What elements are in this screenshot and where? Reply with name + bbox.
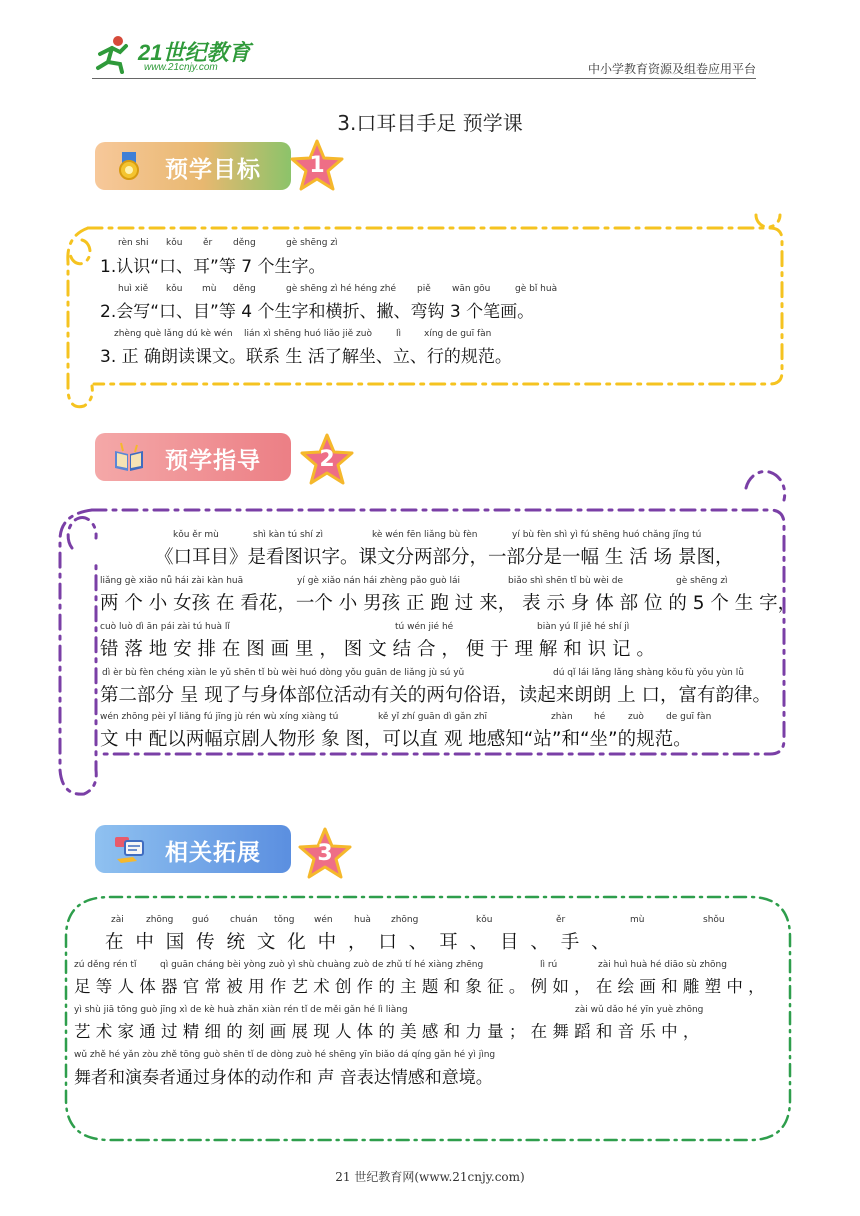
pinyin: wén (314, 915, 333, 925)
pinyin: zài (111, 915, 124, 925)
pinyin: wǔ zhě hé yǎn zòu zhě tōng guò shēn tǐ de dòng zuò hé shēng yīn biǎo dá qíng gǎn hé yì jìng (74, 1050, 496, 1060)
book-icon (113, 441, 145, 473)
presentation-icon (113, 833, 145, 865)
pinyin: wén zhōng pèi yǐ liǎng fú jīng jù rén wù xíng xiàng tú (100, 712, 339, 722)
section-title: 预学目标 (165, 157, 261, 183)
medal-icon (113, 150, 145, 182)
pinyin: yí gè xiǎo nán hái zhèng pǎo guò lái (297, 576, 461, 586)
pinyin: huì xiě (118, 284, 149, 294)
page-title: 3.口耳目手足 预学课 (337, 111, 523, 135)
section-number-star (289, 138, 345, 194)
expand-line: 舞者和演奏者通过身体的动作和 声 音表达情感和意境。 (74, 1068, 493, 1088)
goal-line: 1.认识“口、耳”等 7 个生字。 (100, 257, 326, 277)
pinyin: děng (233, 238, 256, 248)
pinyin: shǒu (703, 915, 725, 925)
header-divider (92, 78, 756, 79)
guide-line: 两 个 小 女孩 在 看花，一个 小 男孩 正 跑 过 来， 表 示 身 体 部 位 的 5 个 生 字， (100, 593, 797, 614)
pinyin: lì rú (540, 960, 558, 970)
pinyin: huà (354, 915, 371, 925)
pinyin: hé (594, 712, 606, 722)
page-footer: 21 世纪教育网(www.21cnjy.com) (335, 1170, 525, 1184)
pinyin: kǒu (476, 915, 493, 925)
pinyin: zú děng rén tǐ (74, 960, 137, 970)
pinyin: zhōng (146, 915, 174, 925)
pinyin: dú qǐ lái lǎng lǎng shàng kǒu (553, 668, 683, 678)
pinyin: dì èr bù fèn chéng xiàn le yǔ shēn tǐ bù wèi huó dòng yǒu guān de liǎng jù sú yǔ (102, 668, 465, 678)
pinyin: děng (233, 284, 256, 294)
guide-line: 错 落 地 安 排 在 图 画 里 ， 图 文 结 合 ， 便 于 理 解 和 识 记 。 (100, 639, 655, 660)
logo-url: www.21cnjy.com (144, 62, 218, 73)
expand-line: 足 等 人 体 器 官 常 被 用 作 艺 术 创 作 的 主 题 和 象 征 。 例 如 ， 在 绘 画 和 雕 塑 中 ， (74, 977, 765, 996)
pinyin: zhōng (391, 915, 419, 925)
pinyin: gè shēng zì hé héng zhé (286, 284, 396, 294)
pinyin: gè bǐ huà (515, 284, 558, 294)
pinyin: biàn yú lǐ jiě hé shí jì (537, 622, 630, 632)
pinyin: zhèng què lǎng dú kè wén (114, 329, 233, 339)
pinyin: tǒng (274, 915, 295, 925)
pinyin: ěr (556, 915, 566, 925)
section-badge-goals (95, 142, 291, 190)
platform-name: 中小学教育资源及组卷应用平台 (587, 62, 756, 76)
pinyin: kè wén fēn liǎng bù fèn (372, 530, 478, 540)
pinyin: guó (192, 915, 209, 925)
pinyin: kě yǐ zhí guān dì gǎn zhī (378, 712, 488, 722)
pinyin: ěr (203, 238, 213, 248)
pinyin: zuò (628, 712, 644, 722)
pinyin: shì kàn tú shí zì (253, 530, 323, 540)
section-number: 3 (317, 841, 333, 866)
section-number: 2 (319, 447, 335, 472)
goal-line: 2.会写“口、目”等 4 个生字和横折、撇、弯钩 3 个笔画。 (100, 302, 535, 322)
expand-line: 艺 术 家 通 过 精 细 的 刻 画 展 现 人 体 的 美 感 和 力 量 ； 在 舞 蹈 和 音 乐 中 ， (74, 1022, 700, 1041)
section-title: 预学指导 (165, 448, 261, 474)
pinyin: liǎng gè xiǎo nǚ hái zài kàn huā (100, 576, 244, 586)
pinyin: mù (202, 284, 217, 294)
pinyin: wān gōu (452, 284, 491, 294)
pinyin: gè shēng zì (286, 238, 338, 248)
pinyin: gè shēng zì (676, 576, 728, 586)
pinyin: kǒu (166, 284, 183, 294)
section-badge-expand (95, 825, 291, 873)
guide-line: 第二部分 呈 现了与身体部位活动有关的两句俗语，读起来朗朗 上 口，富有韵律。 (100, 685, 772, 706)
guide-line: 文 中 配以两幅京剧人物形 象 图，可以直 观 地感知“站”和“坐”的规范。 (100, 729, 692, 750)
site-logo[interactable] (92, 34, 262, 78)
pinyin: biǎo shì shēn tǐ bù wèi de (508, 576, 624, 586)
pinyin: lián xì shēng huó liǎo jiě zuò (244, 329, 372, 339)
pinyin: zài huì huà hé diāo sù zhōng (598, 960, 727, 970)
pinyin: fù yǒu yùn lǜ (685, 668, 744, 678)
pinyin: chuán (230, 915, 258, 925)
pinyin: tú wén jié hé (395, 622, 454, 632)
section-number-star (299, 432, 355, 488)
section-badge-guide (95, 433, 291, 481)
pinyin: rèn shi (118, 238, 149, 248)
pinyin: lì (396, 329, 402, 339)
pinyin: kǒu ěr mù (173, 530, 219, 540)
pinyin: zài wǔ dǎo hé yīn yuè zhōng (575, 1005, 704, 1015)
section-number: 1 (309, 153, 325, 178)
pinyin: qì guān cháng bèi yòng zuò yì shù chuàng zuò de zhǔ tí hé xiàng zhēng (160, 960, 484, 970)
goal-line: 3. 正 确朗读课文。联系 生 活了解坐、立、行的规范。 (100, 347, 512, 367)
pinyin: xíng de guī fàn (424, 329, 492, 339)
pinyin: yì shù jiā tōng guò jīng xì de kè huà zhǎn xiàn rén tǐ de měi gǎn hé lì liàng (74, 1005, 408, 1015)
logo-text: 21世纪教育 (138, 40, 251, 65)
guide-line: 《口耳目》是看图识字。课文分两部分，一部分是一幅 生 活 场 景图， (155, 547, 734, 568)
expand-line: 在 中 国 传 统 文 化 中 ， 口 、 耳 、 目 、 手 、 (105, 932, 610, 953)
runner-logo-icon (92, 34, 132, 74)
pinyin: kǒu (166, 238, 183, 248)
pinyin: mù (630, 915, 645, 925)
pinyin: de guī fàn (666, 712, 712, 722)
pinyin: zhàn (551, 712, 573, 722)
pinyin: piě (417, 284, 431, 294)
section-title: 相关拓展 (165, 840, 261, 866)
pinyin: yí bù fèn shì yì fú shēng huó chǎng jǐng tú (512, 530, 702, 540)
section-number-star (297, 826, 353, 882)
pinyin: cuò luò dì ān pái zài tú huà lǐ (100, 622, 230, 632)
